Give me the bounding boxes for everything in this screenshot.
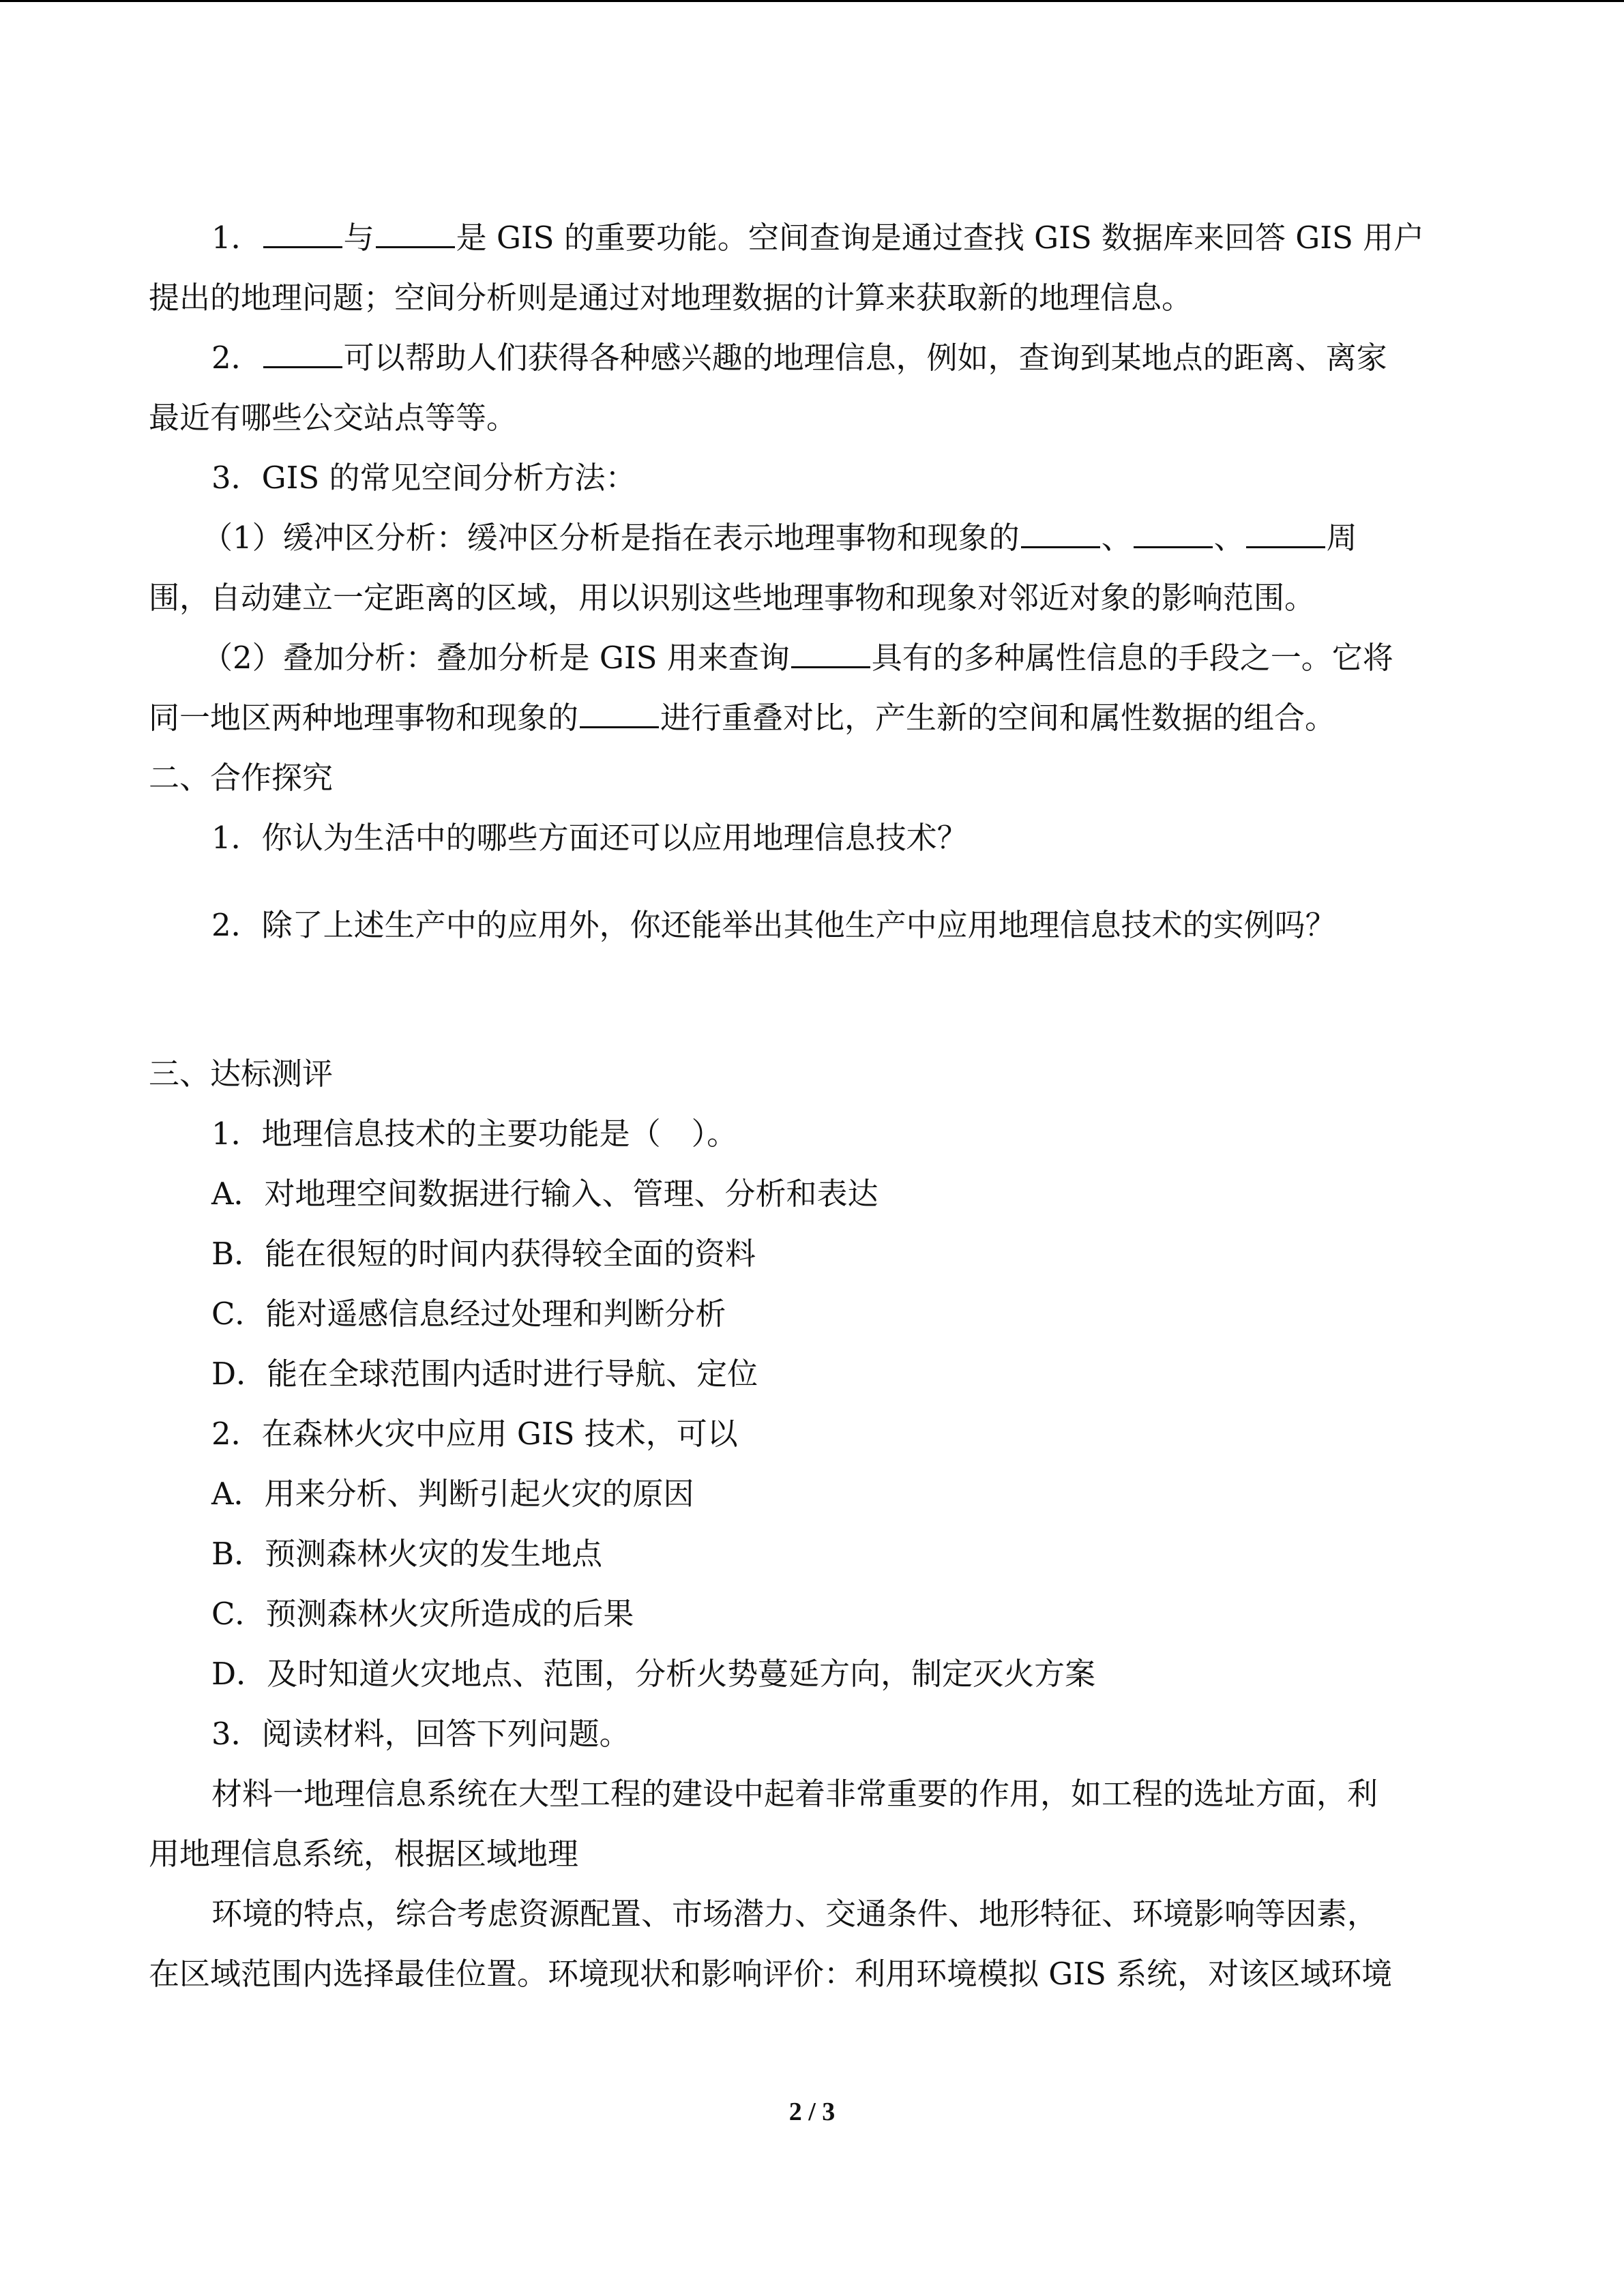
q3-2-line-1 [149, 628, 1465, 688]
q3-1-sep-2: 、 [1213, 520, 1245, 556]
material-1b-text: 用地理信息系统，根据区域地理 [149, 1836, 579, 1872]
material-1a-text: 材料一地理信息系统在大型工程的建设中起着非常重要的作用，如工程的选址方面，利 [211, 1776, 1378, 1812]
q2-text-a: 可以帮助人们获得各种感兴趣的地理信息，例如，查询到某地点的距离、离家 [343, 340, 1387, 376]
section3-q1 [149, 1104, 1465, 1164]
q3-text: 3．GIS 的常见空间分析方法： [211, 460, 636, 496]
q1-option-b [149, 1224, 1465, 1284]
section3-q3 [149, 1704, 1465, 1764]
answer-space-1 [149, 868, 1465, 895]
q1-number: 1． [211, 220, 262, 256]
q1-option-a-text: A．对地理空间数据进行输入、管理、分析和表达 [211, 1176, 879, 1212]
q3-2-blank-1 [791, 639, 870, 668]
section2-q1-text: 1．你认为生活中的哪些方面还可以应用地理信息技术？ [211, 820, 968, 856]
q3-2-text-d: 进行重叠对比，产生新的空间和属性数据的组合。 [660, 700, 1336, 736]
q2-text-b: 最近有哪些公交站点等等。 [149, 400, 518, 436]
q2-number: 2． [211, 340, 262, 376]
q3-1-text-a: （1）缓冲区分析：缓冲区分析是指在表示地理事物和现象的 [202, 520, 1020, 556]
document-body [149, 208, 1465, 2004]
q3-2-line-2 [149, 688, 1465, 748]
q1-option-d-text: D．能在全球范围内适时进行导航、定位 [211, 1356, 758, 1392]
q2-option-a-text: A．用来分析、判断引起火灾的原因 [211, 1476, 694, 1512]
q2-line-1 [149, 328, 1465, 388]
q2-option-c [149, 1584, 1465, 1644]
section2-q1 [149, 808, 1465, 868]
q2-option-b-text: B．预测森林火灾的发生地点 [211, 1536, 603, 1572]
q3-1-text-c: 围，自动建立一定距离的区域，用以识别这些地理事物和现象对邻近对象的影响范围。 [149, 580, 1316, 616]
q3-1-blank-2 [1134, 519, 1213, 548]
material-2-line-1 [149, 1884, 1465, 1944]
q3-1-blank-3 [1246, 519, 1325, 548]
q2-option-d [149, 1644, 1465, 1704]
q2-option-d-text: D．及时知道火灾地点、范围，分析火势蔓延方向，制定灭火方案 [211, 1656, 1096, 1692]
q1-option-c-text: C．能对遥感信息经过处理和判断分析 [211, 1296, 726, 1332]
q3-2-text-c: 同一地区两种地理事物和现象的 [149, 700, 579, 736]
material-2-line-2 [149, 1944, 1465, 2004]
section3-heading [149, 1044, 1465, 1104]
section2-heading-text: 二、合作探究 [149, 760, 334, 796]
q3-2-text-b: 具有的多种属性信息的手段之一。它将 [871, 640, 1393, 676]
material-1-line-2 [149, 1824, 1465, 1884]
q2-option-c-text: C．预测森林火灾所造成的后果 [211, 1596, 634, 1632]
section2-q2 [149, 895, 1465, 955]
q1-option-b-text: B．能在很短的时间内获得较全面的资料 [211, 1236, 756, 1272]
q1-text-c: 提出的地理问题；空间分析则是通过对地理数据的计算来获取新的地理信息。 [149, 280, 1193, 316]
section3-q3-text: 3．阅读材料，回答下列问题。 [211, 1716, 630, 1752]
q1-blank-2 [376, 219, 455, 248]
q2-blank [263, 339, 342, 368]
q1-option-c [149, 1284, 1465, 1344]
q3-2-text-a: （2）叠加分析：叠加分析是 GIS 用来查询 [202, 640, 790, 676]
q2-option-a [149, 1464, 1465, 1524]
page-number: 2 / 3 [788, 2098, 836, 2126]
material-1-line-1 [149, 1764, 1465, 1824]
q1-text-b: 是 GIS 的重要功能。空间查询是通过查找 GIS 数据库来回答 GIS 用户 [456, 220, 1425, 256]
section2-heading [149, 748, 1465, 808]
section3-q2 [149, 1404, 1465, 1464]
section3-q2-text: 2．在森林火灾中应用 GIS 技术，可以 [211, 1416, 738, 1452]
material-2b-text: 在区域范围内选择最佳位置。环境现状和影响评价：利用环境模拟 GIS 系统，对该区域环境 [149, 1956, 1393, 1992]
q3-1-line-2 [149, 568, 1465, 628]
q3-line [149, 448, 1465, 508]
section3-heading-text: 三、达标测评 [149, 1056, 334, 1092]
q3-1-blank-1 [1021, 519, 1100, 548]
q1-text-a: 与 [343, 220, 374, 256]
answer-space-2 [149, 955, 1465, 1044]
q3-1-sep-1: 、 [1101, 520, 1132, 556]
section2-q2-text: 2．除了上述生产中的应用外，你还能举出其他生产中应用地理信息技术的实例吗？ [211, 907, 1336, 943]
q2-option-b [149, 1524, 1465, 1584]
q1-line-1 [149, 208, 1465, 268]
q1-option-a [149, 1164, 1465, 1224]
q3-1-text-b: 周 [1326, 520, 1357, 556]
q1-line-2 [149, 268, 1465, 328]
top-border [0, 0, 1624, 2]
q1-option-d [149, 1344, 1465, 1404]
q3-2-blank-2 [580, 699, 659, 728]
material-2a-text: 环境的特点，综合考虑资源配置、市场潜力、交通条件、地形特征、环境影响等因素， [211, 1896, 1378, 1932]
q3-1-line-1 [149, 508, 1465, 568]
q1-blank-1 [263, 219, 342, 248]
q2-line-2 [149, 388, 1465, 448]
section3-q1-text: 1．地理信息技术的主要功能是（ ）。 [211, 1116, 738, 1152]
